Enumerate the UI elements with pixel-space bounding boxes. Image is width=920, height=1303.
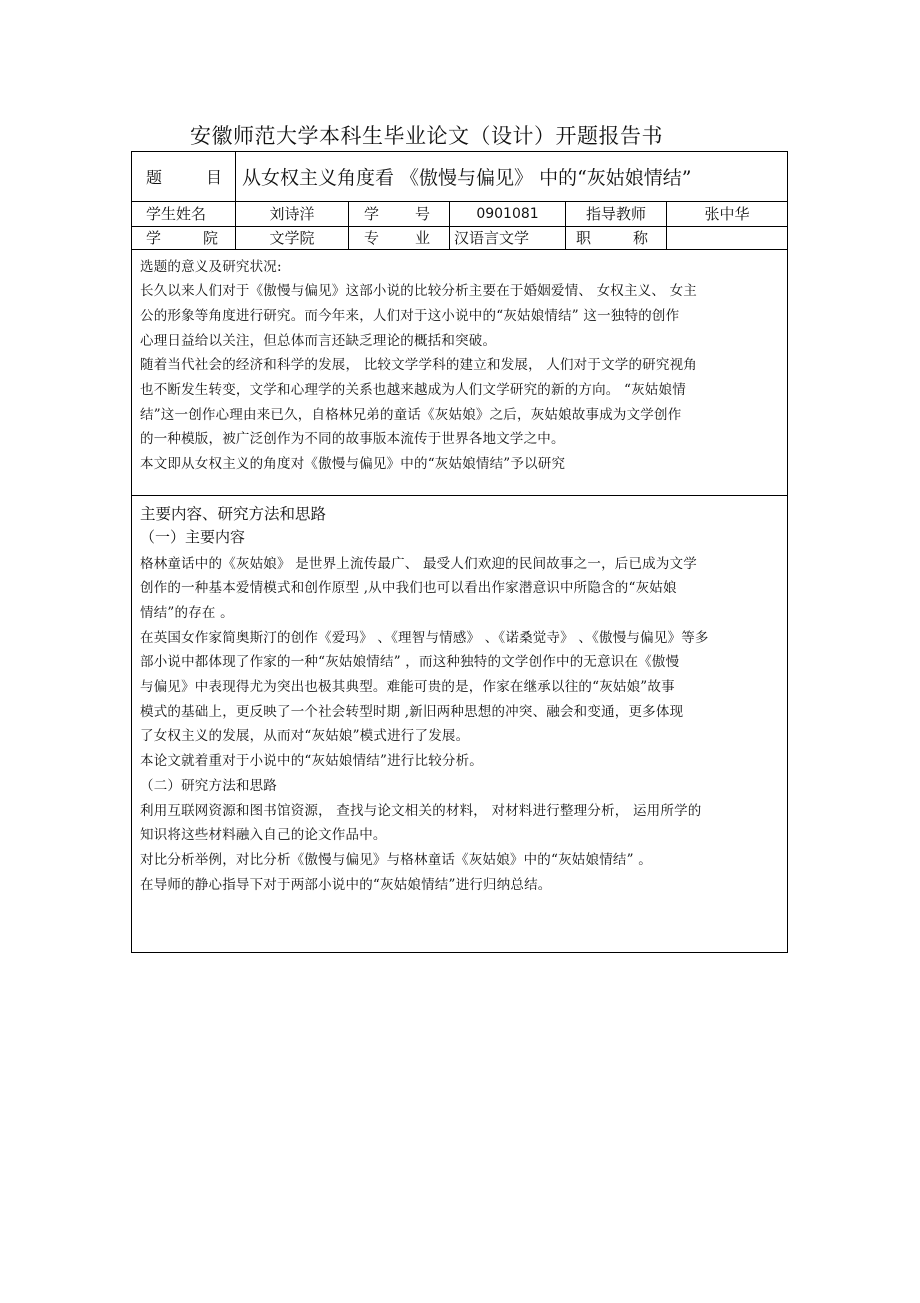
significance-line: 本文即从女权主义的角度对《傲慢与偏见》中的“灰姑娘情结”予以研究 [140,456,566,472]
significance-line: 结”这一创作心理由来已久，自格林兄弟的童话《灰姑娘》之后，灰姑娘故事成为文学创作 [140,407,682,423]
content-line: 在英国女作家简奥斯汀的创作《爱玛》 、《理智与情感》 、《诺桑觉寺》 、《傲慢与偏见》等多 [140,630,709,646]
content-line: 在导师的静心指导下对于两部小说中的“灰姑娘情结”进行归纳总结。 [140,877,552,893]
label-char: 学 [364,205,380,223]
advisor-label: 指导教师 [585,205,646,223]
content-line: 知识将这些材料融入自己的论文作品中。 [140,827,387,843]
topic-label [146,152,222,201]
label-char: 称 [632,229,648,247]
topic-value: 从女权主义角度看 《傲慢与偏见》 中的“灰姑娘情结” [242,167,692,189]
content-line: 本论文就着重对于小说中的“灰姑娘情结”进行比较分析。 [140,753,484,769]
professional-title-value [667,226,787,249]
topic-label-char: 目 [205,168,222,187]
content-line: 情结”的存在 。 [140,605,234,621]
label-char: 学 [146,229,162,247]
content-line: 利用互联网资源和图书馆资源， 查找与论文相关的材料， 对材料进行整理分析， 运用所学的 [140,803,702,819]
content-subheading-2: （二）研究方法和思路 [140,778,277,794]
proposal-form-table [131,151,788,953]
college-value: 文学院 [269,229,315,247]
label-char: 号 [414,205,430,223]
label-char: 专 [364,229,380,247]
content-subheading-1: （一）主要内容 [140,528,246,546]
significance-line: 心理日益给以关注，但总体而言还缺乏理论的概括和突破。 [140,333,497,349]
major-value: 汉语言文学 [454,229,530,247]
significance-line: 公的形象等角度进行研究。而今年来，人们对于这小说中的“灰姑娘情结” 这一独特的创作 [140,308,680,324]
college-label [146,226,218,249]
student-name-label: 学生姓名 [146,205,207,223]
content-line: 了女权主义的发展，从而对“灰姑娘”模式进行了发展。 [140,728,470,744]
major-label [364,226,430,249]
document-title: 安徽师范大学本科生毕业论文（设计）开题报告书 [190,124,663,148]
significance-line: 的一种模版，被广泛创作为不同的故事版本流传于世界各地文学之中。 [140,431,565,447]
content-line: 模式的基础上，更反映了一个社会转型时期 ,新旧两种思想的冲突、融会和变通，更多体现 [140,704,684,720]
significance-line: 也不断发生转变，文学和心理学的关系也越来越成为人们文学研究的新的方向。 “灰姑娘情 [140,382,686,398]
label-char: 院 [202,229,218,247]
student-name-value: 刘诗洋 [269,205,315,223]
significance-line: 随着当代社会的经济和科学的发展， 比较文学学科的建立和发展， 人们对于文学的研究视角 [140,357,697,373]
student-id-label [364,201,430,226]
label-char: 业 [414,229,430,247]
significance-line: 长久以来人们对于《傲慢与偏见》这部小说的比较分析主要在于婚姻爱情、 女权主义、 女主 [140,283,697,299]
content-heading: 主要内容、研究方法和思路 [140,505,327,523]
label-char: 职 [576,229,592,247]
content-line: 部小说中都体现了作家的一种“灰姑娘情结” ，而这种独特的文学创作中的无意识在《傲慢 [140,654,680,670]
student-id-value: 0901081 [476,205,539,222]
content-line: 格林童话中的《灰姑娘》 是世界上流传最广、 最受人们欢迎的民间故事之一，后已成为文学 [140,556,697,572]
column-divider [348,201,349,249]
content-line: 对比分析举例，对比分析《傲慢与偏见》与格林童话《灰姑娘》中的“灰姑娘情结” 。 [140,852,652,868]
significance-heading: 选题的意义及研究状况: [140,259,282,275]
content-line: 与偏见》中表现得尤为突出也极其典型。难能可贵的是，作家在继承以往的“灰姑娘”故事 [140,679,675,695]
row-divider [132,495,787,496]
row-divider [132,249,787,250]
topic-label-char: 题 [146,168,163,187]
advisor-value: 张中华 [704,205,750,223]
professional-title-label [576,226,648,249]
content-line: 创作的一种基本爱情模式和创作原型 ,从中我们也可以看出作家潜意识中所隐含的“灰姑娘 [140,580,677,596]
